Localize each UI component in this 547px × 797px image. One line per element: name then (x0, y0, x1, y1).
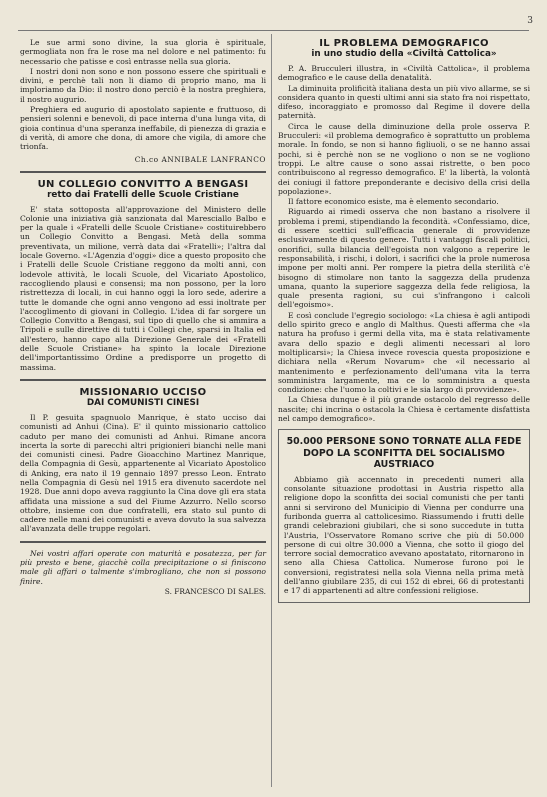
signature: Ch.co ANNIBALE LANFRANCO (134, 154, 266, 164)
separator (20, 171, 266, 173)
demografico-paragraph-6: E così conclude l'egregio sociologo: «La chiesa è agli antipodi dello spirito greco e anglo di Malthus. Questi afferma che «la natura ha profuso i germi della vita, ma è stata relativamente avara dello spazio e degli alimenti necessari al loro moltiplicarsi»; la Chiesa invece rovescia questa proposizione e dichiara nella «Rerum Novarum» che «il necessario al mantenimento e perfezionamento dell'umana vita la terra somministra largamente, ma ce lo somministra a questa condizione: che l'uomo la coltivi e le sia largo di provvidenze». (278, 310, 530, 395)
bengasi-title: UN COLLEGIO CONVITTO A BENGASI (37, 178, 249, 190)
demografico-paragraph-1: P. A. Brucculeri illustra, in «Civiltà Cattolica», il problema demografico e le cause della denatalità. (278, 64, 530, 83)
intro-paragraph-2: I nostri doni non sono e non possono essere che spirituali e divini, e perchè tali non li diamo di proprio mano, ma li imploriamo da Dio: il nostro dono perciò è la nostra preghiera, il nostro augurio. (20, 66, 266, 104)
bengasi-body: E' stata sottoposta all'approvazione del Ministero delle Colonie una iniziativa già sanzionata dal Maresciallo Balbo e per la quale i «Fratelli delle Scuole Cristiane» costituirebbero un Collegio Convitto a Bengasi. Metà della somma preventivata, un milione, verrà data dai «Fratelli»; l'altra dal locale Governo. «L'Agenzia d'oggi» dice a questo proposito che i Fratelli delle Scuole Cristiane reggono da molti anni, con lodevole attività, le locali Scuole, del Vicariato Apostolico, raccogliendo plausi e consensi; ma non possono, per la loro ristrettezza di locali, in cui hanno oggi la loro sede, aderire a tutte le domande che ogni anno vengono ad essi inoltrate per l'accoglimento di giovani in Collegio. L'idea di far sorgere un Collegio Convitto a Bengasi, sul tipo di quello che si ammira a Tripoli e sulle direttive di tutti i Collegi che, sparsi in Italia ed all'estero, hanno capo alla Direzione Generale dei «Fratelli delle Scuole Cristiane» ha spinto la locale Direzione dell'importantissimo Ordine a predisporre un progetto di massima. (20, 204, 266, 372)
missionary-body: Il P. gesuita spagnuolo Manrique, è stato ucciso dai comunisti ad Anhui (Cina). E' il quinto missionario cattolico caduto per mano dei comunisti ad Anhui. Rimane ancora incerta la sorte di parecchi altri prigionieri bianchi nelle mani dei comunisti cinesi. Padre Gioacchino Martinez Manrique, della Compagnia di Gesù, appartenente al Vicariato Apostolico di Anking, era nato il 19 gennaio 1897 presso Leon. Entrato nella Compagnia di Gesù nel 1915 era divenuto sacerdote nel 1928. Due anni dopo aveva raggiunto la Cina dove gli era stata affidata una missione a sud del Fiume Azzurro. Nello scorso ottobre, insieme con due confratelli, era stato sul punto di cadere nelle mani dei comunisti e aveva dovuto la sua salvezza all'avanzata delle truppe regolari. (20, 412, 266, 534)
separator (20, 379, 266, 381)
top-rule (18, 30, 529, 31)
missionary-subtitle: DAI COMUNISTI CINESI (86, 397, 200, 408)
quote-author: S. FRANCESCO DI SALES. (164, 586, 266, 596)
demografico-paragraph-4: Il fattore economico esiste, ma è elemento secondario. (288, 197, 499, 207)
quote-block (20, 549, 266, 586)
intro-paragraph-3: Preghiera ed augurio di apostolato sapiente e fruttuoso, di pensieri solenni e benevoli, di pace interna d'una lunga vita, di gioia continua d'una speranza ineffabile, di pienezza di grazia e di verità, di amore che dona, di amore che vigila, di amore che trionfa. (20, 105, 266, 152)
quote-text: Nei vostri affari operate con maturità e posatezza, per far più presto e bene, giacchè colla precipitazione o si finiscono male gli affari o talmente s'imbrogliano, che non si possono finire. (20, 548, 266, 586)
austria-body: Abbiamo già accennato in precedenti numeri alla consolante situazione prodottasi in Austria rispetto alla religione dopo la sconfitta dei social comunisti che per tanti anni si servirono del Municipio di Vienna per condurre una furibonda guerra al cattolicesimo. Riassumendo i frutti delle grandi celebrazioni giubilari, che si sono succedute in tutta l'Austria, l'Osservatore Romano scrive che più di 50.000 persone di cui oltre 30.000 a Vienna, che sotto il giogo del terrore social democratico avevano apostatato, ritornarono in seno alla Chiesa Cattolica. Numerose furono poi le conversioni, registratesi nella sola Vienna nella prima metà dell'anno giubilare 235, di cui 152 di ebrei, 66 di protestanti e 17 di appartenenti ad altre confessioni religiose. (284, 474, 524, 596)
intro-paragraph-1: Le sue armi sono divine, la sua gloria è spirituale, germogliata non fra le rose ma nel dolore e nel patimento: fu necessario che patisse e così entrasse nella sua gloria. (20, 38, 266, 66)
austria-box (278, 429, 530, 602)
demografico-paragraph-3: Circa le cause della diminuzione della prole osserva P. Brucculeri: «il problema demografico è soprattutto un problema morale. In fondo, se non si hanno figliuoli, o se ne hanno assai pochi, si è perchè non se ne vogliono o non se ne vogliono troppi. Le altre cause o sono assai ristrette, o ben poco contribuiscono al regresso demografico. E' la libertà, la volontà dei coniugi il fattore preponderante e decisivo della crisi della popolazione». (278, 121, 530, 196)
bengasi-subtitle: retto dai Fratelli delle Scuole Cristiane (47, 189, 239, 200)
demografico-paragraph-5: Riguardo ai rimedi osserva che non bastano a risolvere il problema i premi, stipendiando la fecondità. «Confessiamo, dice, di essere scettici sull'efficacia generale di provvidenze esclusivamente di questo genere. Tutti i vantaggi fiscali politici, onorifici, sulla bilancia dell'egoista non valgono a reperire le responsabilità, i rischi, i dolori, i sacrifici che la prole numerosa impone per molti anni. Per rompere la pietra della sterilità c'è bisogno di stimolare non tanto la saggezza della prudenza umana, quanto la superiore saggezza della fede religiosa, la quale presenta ragioni, su cui s'infrangono i calcoli dell'egoismo». (278, 207, 530, 310)
separator (20, 541, 266, 543)
column-divider (271, 34, 272, 787)
demografico-paragraph-7: La Chiesa dunque è il più grande ostacolo del regresso delle nascite; chi incrina o ostacola la Chiesa è certamente disfattista nel campo demografico». (278, 395, 530, 423)
left-column (20, 38, 266, 596)
demografico-paragraph-2: La diminuita prolificità italiana desta un più vivo allarme, se si considera quanto in questi ultimi anni sia stato fra noi rispettato, difeso, incoraggiato e promosso dal Regime il dovere della paternità. (278, 83, 530, 121)
demografico-title: IL PROBLEMA DEMOGRAFICO (319, 38, 489, 49)
right-column (278, 38, 530, 603)
austria-title: 50.000 PERSONE SONO TORNATE ALLA FEDE DOPO LA SCONFITTA DEL SOCIALISMO AUSTRIACO (286, 436, 522, 471)
demografico-subtitle: in uno studio della «Civiltà Cattolica» (311, 49, 497, 59)
page-number: 3 (527, 16, 533, 26)
missionary-title: MISSIONARIO UCCISO (79, 386, 207, 398)
